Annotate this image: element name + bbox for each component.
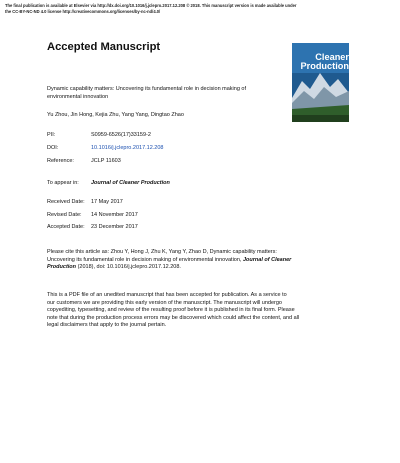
page-title: Accepted Manuscript bbox=[47, 41, 161, 53]
disclaimer-line-1: This is a PDF file of an unedited manuscript that has been accepted for publication. As a service to bbox=[47, 292, 287, 298]
reference-value: JCLP 11603 bbox=[91, 158, 121, 164]
accepted-label: Accepted Date: bbox=[47, 224, 85, 230]
journal-cover-image bbox=[292, 43, 349, 122]
cover-title-line-2: Production bbox=[300, 61, 349, 71]
disclaimer-line-4: note that during the production process errors may be discovered which could affect the content, and all bbox=[47, 314, 300, 321]
disclaimer-line-2: our customers we are providing this early version of the manuscript. The manuscript will undergo bbox=[47, 299, 282, 306]
journal-name: Journal of Cleaner Production bbox=[91, 180, 170, 186]
license-notice-line-2: the CC-BY-NC-ND 4.0 license http://creativecommons.org/licenses/by-nc-nd/4.0/ bbox=[5, 9, 161, 14]
license-notice-line-1: The final publication is available at Elsevier via http://dx.doi.org/10.1016/j.jclepro.2017.12.208 © 2018. This manuscript version is made available under bbox=[5, 3, 297, 8]
cover-title-line-1: Cleaner bbox=[315, 52, 349, 62]
received-date: 17 May 2017 bbox=[91, 199, 123, 205]
citation-line-3-text: (2018), doi: 10.1016/j.jclepro.2017.12.208. bbox=[77, 264, 181, 271]
article-authors: Yu Zhou, Jin Hong, Kejia Zhu, Yang Yang, Dingtao Zhao bbox=[47, 112, 184, 118]
revised-date: 14 November 2017 bbox=[91, 212, 138, 218]
citation-journal-part-1: Journal of Cleaner bbox=[242, 256, 292, 263]
reference-label: Reference: bbox=[47, 158, 74, 164]
citation-line-2 bbox=[47, 257, 347, 265]
revised-label: Revised Date: bbox=[47, 212, 82, 218]
accepted-date: 23 December 2017 bbox=[91, 224, 138, 230]
pii-label: PII: bbox=[47, 132, 56, 138]
cover-title bbox=[295, 53, 349, 71]
citation-journal-part-2: Production bbox=[47, 264, 77, 271]
appear-in-label: To appear in: bbox=[47, 180, 79, 186]
disclaimer-paragraph bbox=[47, 292, 347, 330]
citation-line-1: Please cite this article as: Zhou Y, Hong J, Zhu K, Yang Y, Zhao D, Dynamic capability matters: bbox=[47, 249, 277, 255]
doi-label: DOI: bbox=[47, 145, 59, 151]
citation-paragraph bbox=[47, 249, 347, 272]
disclaimer-line-3: copyediting, typesetting, and review of the resulting proof before it is published in its final form. Please bbox=[47, 307, 295, 314]
article-title: Dynamic capability matters: Uncovering its fundamental role in decision making of environmental innovation bbox=[47, 86, 247, 100]
pii-value: S0959-6526(17)33159-2 bbox=[91, 132, 151, 138]
doi-link[interactable]: 10.1016/j.jclepro.2017.12.208 bbox=[91, 145, 164, 151]
received-label: Received Date: bbox=[47, 199, 85, 205]
license-notice bbox=[5, 3, 395, 15]
disclaimer-line-5: legal disclaimers that apply to the journal pertain. bbox=[47, 322, 167, 329]
citation-line-2-text: Uncovering its fundamental role in decision making of environmental innovation, bbox=[47, 256, 242, 263]
citation-line-3 bbox=[47, 264, 347, 272]
